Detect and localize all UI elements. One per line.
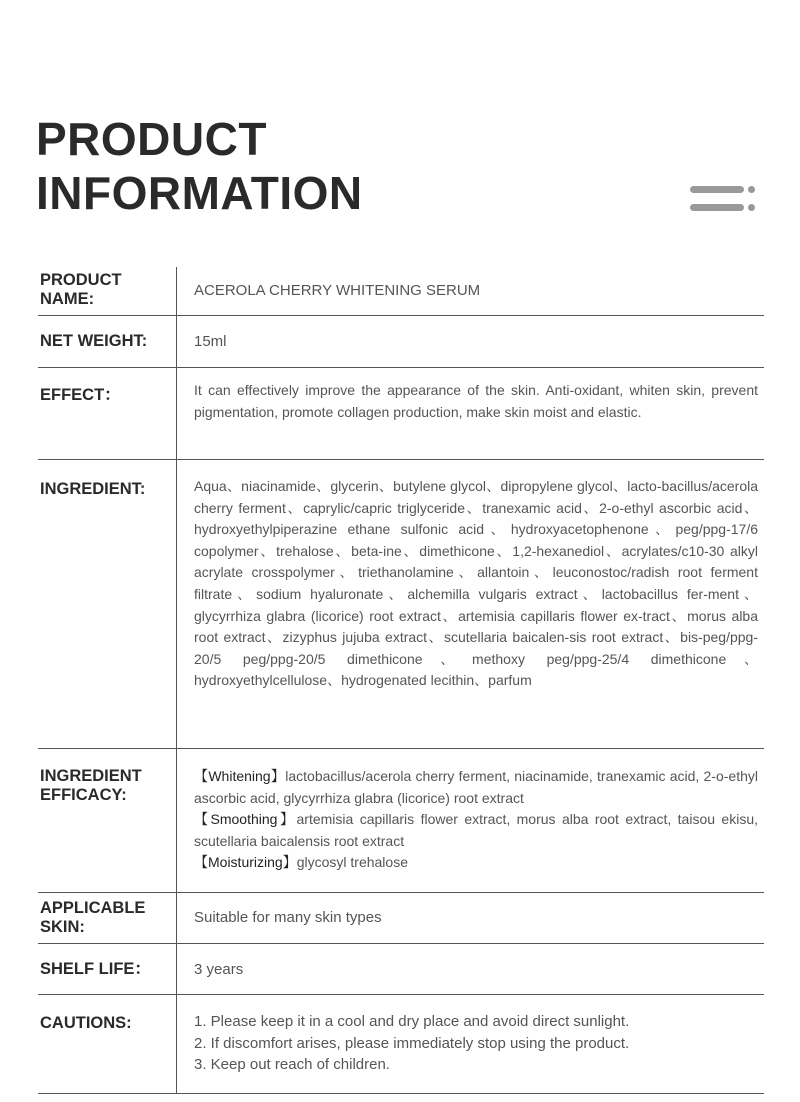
efficacy-text: glycosyl trehalose [296,854,408,871]
title-line-1: PRODUCT [36,113,267,165]
net-weight-value: 15ml [194,333,227,350]
caution-item: 1. Please keep it in a cool and dry place and avoid direct sunlight. [194,1013,630,1030]
product-name-value: ACEROLA CHERRY WHITENING SERUM [194,282,481,299]
ingredient-efficacy-value [194,766,758,874]
efficacy-item [194,852,758,874]
efficacy-tag: 【Smoothing】 [194,811,297,828]
shelf-life-label: SHELF LIFE： [40,960,151,978]
divider [176,368,177,459]
menu-lines-icon [690,184,760,216]
divider [176,893,177,943]
row-net-weight [38,316,764,368]
divider [176,944,177,994]
row-product-name [38,267,764,316]
divider [176,995,177,1093]
row-applicable-skin [38,893,764,944]
row-cautions [38,995,764,1094]
row-shelf-life [38,944,764,995]
divider [176,316,177,367]
net-weight-label: NET WEIGHT: [40,332,148,350]
efficacy-item [194,766,758,809]
effect-value: It can effectively improve the appearance of the skin. Anti-oxidant, whiten skin, prevent pigmentation, promote collagen production, make skin moist and elastic. [194,382,758,420]
effect-label: EFFECT： [40,386,121,404]
page-title [36,112,363,220]
title-line-2: INFORMATION [36,167,363,219]
efficacy-tag: 【Moisturizing】 [194,854,297,871]
caution-item: 3. Keep out reach of children. [194,1056,390,1074]
row-ingredient-efficacy [38,749,764,893]
row-ingredient [38,460,764,749]
cautions-label: CAUTIONS: [40,1014,132,1032]
divider [176,749,177,892]
shelf-life-value: 3 years [194,961,244,978]
product-name-label: PRODUCT NAME: [40,271,122,308]
applicable-skin-label: APPLICABLE SKIN: [40,899,146,936]
cautions-value [194,1011,758,1076]
caution-item: 2. If discomfort arises, please immediately stop using the product. [194,1034,630,1052]
efficacy-text: lactobacillus/acerola cherry ferment, niacinamide, tranexamic acid, 2-o-ethyl ascorbic acid, glycyrrhiza glabra (licorice) root extract [194,768,758,806]
efficacy-tag: 【Whitening】 [194,768,286,784]
divider [176,267,177,315]
efficacy-text: artemisia capillaris flower extract, morus alba root extract, taisou ekisu, scutellaria baicalensis root extract [194,811,758,849]
ingredient-label: INGREDIENT: [40,480,146,498]
divider [176,460,177,748]
row-effect [38,368,764,460]
ingredient-value: Aqua、niacinamide、glycerin、butylene glycol、dipropylene glycol、lacto-bacillus/acerola cherry ferment、caprylic/capric triglyceride、tranexamic acid、2-o-ethyl ascorbic acid、hydroxyethylpiperazine ethane sulfonic acid、hydroxyacetophenone、peg/ppg-17/6 copolymer、trehalose、beta-ine、dimethicone、1,2-hexanediol、acrylates/c10-30 alkyl acrylate crosspolymer、triethanolamine、allantoin、leuconostoc/radish root ferment filtrate、sodium hyaluronate、alchemilla vulgaris extract、lactobacillus fer-ment、glycyrrhiza glabra (licorice) root extract、artemisia capillaris flower ex-tract、morus alba root extract、zizyphus jujuba extract、scutellaria baicalen-sis root extract、bis-peg/ppg-20/5 peg/ppg-20/5 dimethicone、methoxy peg/ppg-25/4 dimethicone、hydroxyethylcellulose、hydrogenated lecithin、parfum [194,478,758,689]
applicable-skin-value: Suitable for many skin types [194,909,382,926]
efficacy-item [194,809,758,852]
ingredient-efficacy-label: INGREDIENT EFFICACY: [40,767,142,804]
